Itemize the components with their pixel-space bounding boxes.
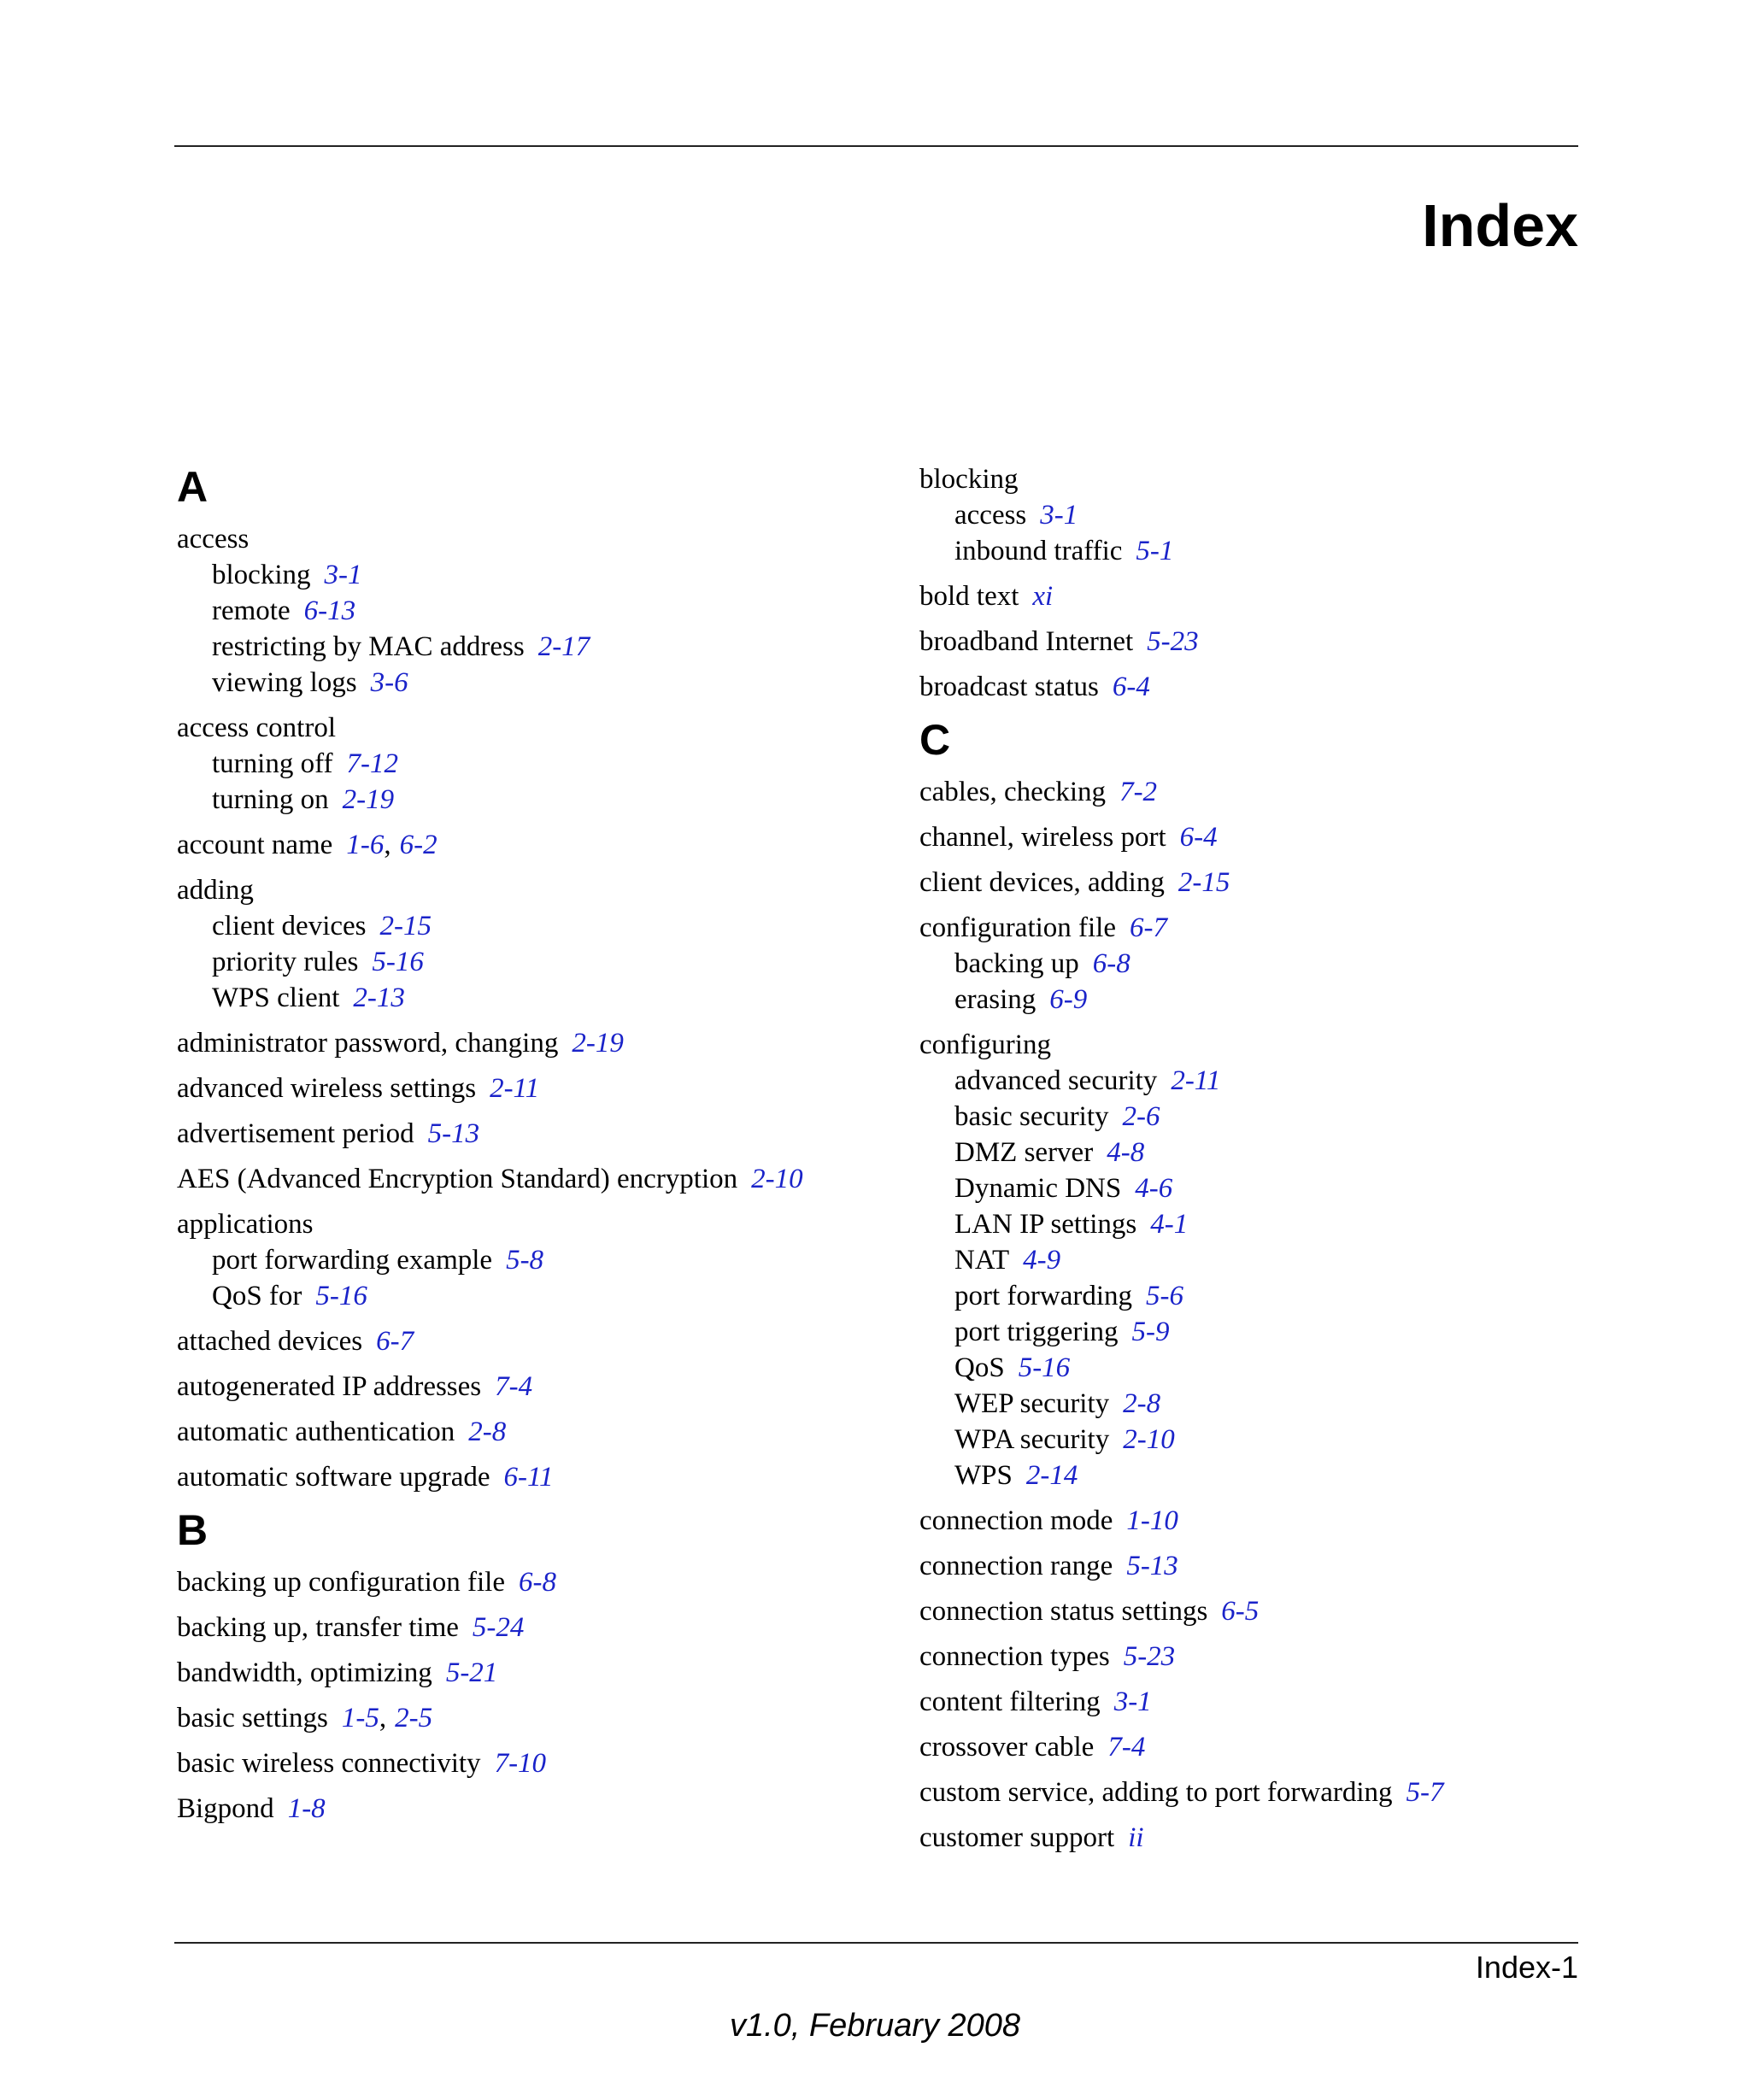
- index-entry-line: [177, 1564, 895, 1600]
- index-term: connection status settings: [919, 1596, 1208, 1627]
- index-entry-line: [919, 819, 1586, 855]
- index-subentry: [177, 908, 895, 944]
- index-entry: [919, 865, 1586, 900]
- page-ref-link[interactable]: 7-12: [346, 748, 398, 779]
- page-ref-link[interactable]: 3-1: [324, 560, 362, 590]
- index-subentry: [919, 1386, 1586, 1422]
- index-term: blocking: [212, 560, 311, 590]
- index-entry: [177, 1564, 895, 1600]
- index-subentry: [919, 1206, 1586, 1242]
- index-entry: [177, 1369, 895, 1405]
- index-subentry: [919, 1458, 1586, 1493]
- index-entry-line: [177, 827, 895, 863]
- index-entry-line: [919, 1548, 1586, 1584]
- index-entry-line: [177, 1206, 895, 1242]
- index-entry-line: [919, 1503, 1586, 1539]
- index-entry-line: [177, 1610, 895, 1645]
- index-term: applications: [177, 1209, 314, 1240]
- page-ref-link[interactable]: 5-23: [1147, 626, 1199, 657]
- index-term: Dynamic DNS: [954, 1173, 1122, 1204]
- index-term: automatic authentication: [177, 1417, 455, 1447]
- page-ref-link[interactable]: 5-1: [1136, 536, 1174, 566]
- index-subentry: [919, 1314, 1586, 1350]
- page-ref-link[interactable]: 2-5: [395, 1703, 433, 1733]
- index-entry-line: [177, 1791, 895, 1827]
- index-entry: [919, 578, 1586, 614]
- page-ref-link[interactable]: 6-7: [376, 1326, 414, 1357]
- index-term: autogenerated IP addresses: [177, 1371, 482, 1402]
- index-term: cables, checking: [919, 777, 1107, 807]
- index-entry-line: [919, 1027, 1586, 1063]
- index-subentry: [919, 982, 1586, 1018]
- page-ref-link[interactable]: 2-8: [1123, 1388, 1161, 1419]
- index-term: Bigpond: [177, 1793, 274, 1824]
- page-ref-link[interactable]: 6-4: [1179, 822, 1218, 853]
- page-ref-link[interactable]: 6-2: [399, 830, 438, 860]
- index-entry: [919, 910, 1586, 1018]
- page-ref-link[interactable]: 7-4: [1107, 1732, 1146, 1763]
- bottom-rule: [174, 1942, 1578, 1944]
- index-term: priority rules: [212, 947, 359, 977]
- index-subentry: [177, 944, 895, 980]
- page-ref-link[interactable]: 6-13: [303, 595, 356, 626]
- page-ref-link[interactable]: 5-6: [1146, 1281, 1184, 1311]
- index-term: bold text: [919, 581, 1019, 612]
- index-term: client devices, adding: [919, 867, 1165, 898]
- index-entry-line: [177, 1025, 895, 1061]
- index-term: account name: [177, 830, 333, 860]
- index-entry-line: [177, 521, 895, 557]
- index-entry-line: [177, 1116, 895, 1152]
- index-subentry: [177, 1242, 895, 1278]
- section-letter: A: [177, 463, 208, 511]
- page-ref-link[interactable]: 5-23: [1123, 1641, 1176, 1672]
- page-ref-link[interactable]: 5-16: [315, 1281, 367, 1311]
- page-ref-link[interactable]: 5-24: [472, 1612, 525, 1643]
- index-term: remote: [212, 595, 291, 626]
- index-term: turning off: [212, 748, 333, 779]
- ref-comma: ,: [379, 1703, 387, 1733]
- page-ref-link[interactable]: 2-17: [537, 631, 590, 662]
- index-entry: [177, 1791, 895, 1827]
- index-term: custom service, adding to port forwarding: [919, 1777, 1393, 1808]
- index-entry: [919, 1639, 1586, 1675]
- page-ref-link[interactable]: 5-16: [372, 947, 424, 977]
- page-ref-link[interactable]: 1-5: [341, 1703, 379, 1733]
- page-ref-link[interactable]: 2-10: [1123, 1424, 1175, 1455]
- index-subentry: [919, 1063, 1586, 1099]
- index-term: viewing logs: [212, 667, 357, 698]
- index-subentry: [177, 629, 895, 665]
- page-ref-link[interactable]: 1-6: [346, 830, 385, 860]
- index-entry: [919, 669, 1586, 705]
- index-term: broadcast status: [919, 672, 1099, 702]
- index-term: connection types: [919, 1641, 1110, 1672]
- footer-version: v1.0, February 2008: [729, 2008, 1021, 2044]
- index-term: bandwidth, optimizing: [177, 1657, 432, 1688]
- index-entry-line: [919, 624, 1586, 660]
- index-entry: [177, 710, 895, 818]
- index-entry: [177, 1071, 895, 1106]
- page-ref-link[interactable]: ii: [1128, 1822, 1144, 1853]
- page-ref-link[interactable]: 5-21: [445, 1657, 498, 1688]
- index-entry: [177, 1206, 895, 1314]
- index-term: connection mode: [919, 1505, 1113, 1536]
- index-term: advanced wireless settings: [177, 1073, 477, 1104]
- index-term: WPS: [954, 1460, 1013, 1491]
- index-entry-line: [177, 1369, 895, 1405]
- index-entry: [177, 1655, 895, 1691]
- index-entry: [919, 1684, 1586, 1720]
- index-subentry: [919, 497, 1586, 533]
- index-entry-line: [919, 578, 1586, 614]
- page-ref-link[interactable]: 4-9: [1023, 1245, 1061, 1276]
- index-entry-line: [919, 865, 1586, 900]
- index-subentry: [919, 1278, 1586, 1314]
- index-entry: [177, 1745, 895, 1781]
- index-term: AES (Advanced Encryption Standard) encryption: [177, 1164, 738, 1194]
- page-ref-link[interactable]: 6-11: [503, 1462, 554, 1493]
- index-term: basic wireless connectivity: [177, 1748, 481, 1779]
- index-entry: [919, 1729, 1586, 1765]
- index-entry-line: [919, 910, 1586, 946]
- index-subentry: [177, 1278, 895, 1314]
- index-term: WEP security: [954, 1388, 1110, 1419]
- index-term: attached devices: [177, 1326, 363, 1357]
- index-entry-line: [919, 1729, 1586, 1765]
- page-ref-link[interactable]: 3-6: [370, 667, 408, 698]
- index-term: configuration file: [919, 912, 1117, 943]
- page-ref-link[interactable]: 4-6: [1135, 1173, 1173, 1204]
- index-entry: [177, 1025, 895, 1061]
- page-ref-link[interactable]: 2-10: [751, 1164, 803, 1194]
- index-term: restricting by MAC address: [212, 631, 525, 662]
- index-term: WPS client: [212, 983, 340, 1013]
- index-term: access: [177, 524, 250, 554]
- index-subentry: [919, 946, 1586, 982]
- index-entry: [919, 1774, 1586, 1810]
- index-entry-line: [177, 872, 895, 908]
- page-ref-link[interactable]: 6-8: [518, 1567, 556, 1598]
- index-entry: [177, 827, 895, 863]
- index-entry: [919, 1503, 1586, 1539]
- page-ref-link[interactable]: 2-6: [1122, 1101, 1160, 1132]
- index-term: port triggering: [954, 1317, 1119, 1347]
- index-entry-line: [919, 1684, 1586, 1720]
- index-term: configuring: [919, 1029, 1051, 1060]
- index-term: DMZ server: [954, 1137, 1094, 1168]
- index-entry-line: [177, 1745, 895, 1781]
- index-entry-line: [919, 1820, 1586, 1856]
- index-subentry: [919, 1170, 1586, 1206]
- index-entry: [177, 872, 895, 1016]
- index-term: backing up configuration file: [177, 1567, 505, 1598]
- index-term: basic settings: [177, 1703, 328, 1733]
- index-term: blocking: [919, 464, 1019, 495]
- page-title: Index: [1422, 192, 1578, 259]
- index-column-left: [177, 461, 895, 1836]
- page-ref-link[interactable]: 2-13: [353, 983, 405, 1013]
- index-entry: [177, 1161, 895, 1197]
- index-term: port forwarding: [954, 1281, 1133, 1311]
- index-entry-line: [177, 1700, 895, 1736]
- index-subentry: [177, 665, 895, 701]
- index-term: basic security: [954, 1101, 1109, 1132]
- index-entry: [177, 1700, 895, 1736]
- page-ref-link[interactable]: 5-16: [1018, 1352, 1071, 1383]
- page-ref-link[interactable]: 2-19: [342, 784, 395, 815]
- page-ref-link[interactable]: 7-4: [495, 1371, 533, 1402]
- index-subentry: [919, 1422, 1586, 1458]
- page-ref-link[interactable]: 2-11: [1171, 1065, 1221, 1096]
- index-term: adding: [177, 875, 254, 906]
- index-term: QoS: [954, 1352, 1005, 1383]
- index-subentry: [177, 557, 895, 593]
- index-term: access control: [177, 713, 336, 743]
- index-term: client devices: [212, 911, 367, 941]
- index-term: QoS for: [212, 1281, 302, 1311]
- index-term: inbound traffic: [954, 536, 1123, 566]
- index-entry-line: [177, 1323, 895, 1359]
- index-entry: [177, 1459, 895, 1495]
- page-ref-link[interactable]: xi: [1032, 581, 1054, 612]
- index-entry-line: [177, 1655, 895, 1691]
- index-column-right: [919, 461, 1586, 1865]
- index-subentry: [177, 980, 895, 1016]
- index-term: access: [954, 500, 1027, 531]
- index-entry: [919, 1027, 1586, 1493]
- page-ref-link[interactable]: 6-8: [1092, 948, 1130, 979]
- index-term: automatic software upgrade: [177, 1462, 490, 1493]
- page-ref-link[interactable]: 2-14: [1025, 1460, 1078, 1491]
- index-subentry: [919, 1135, 1586, 1170]
- index-term: backing up, transfer time: [177, 1612, 459, 1643]
- index-term: WPA security: [954, 1424, 1110, 1455]
- page-ref-link[interactable]: 4-8: [1107, 1137, 1145, 1168]
- ref-comma: ,: [384, 830, 391, 860]
- index-entry: [919, 461, 1586, 569]
- index-subentry: [177, 746, 895, 782]
- top-rule: [174, 145, 1578, 147]
- page-ref-link[interactable]: 1-10: [1126, 1505, 1178, 1536]
- index-term: turning on: [212, 784, 329, 815]
- page-ref-link[interactable]: 2-11: [490, 1073, 540, 1104]
- index-entry: [919, 1548, 1586, 1584]
- page-ref-link[interactable]: 4-1: [1150, 1209, 1189, 1240]
- index-term: backing up: [954, 948, 1079, 979]
- index-subentry: [919, 1350, 1586, 1386]
- page-ref-link[interactable]: 6-7: [1130, 912, 1168, 943]
- index-entry: [177, 1414, 895, 1450]
- index-term: crossover cable: [919, 1732, 1095, 1763]
- index-term: NAT: [954, 1245, 1010, 1276]
- page-ref-link[interactable]: 2-15: [1177, 867, 1230, 898]
- page-ref-link[interactable]: 3-1: [1040, 500, 1078, 531]
- index-entry: [919, 819, 1586, 855]
- index-subentry: [177, 593, 895, 629]
- index-term: LAN IP settings: [954, 1209, 1137, 1240]
- index-term: advanced security: [954, 1065, 1158, 1096]
- page-ref-link[interactable]: 7-2: [1119, 777, 1158, 807]
- index-subentry: [919, 533, 1586, 569]
- index-entry-line: [919, 669, 1586, 705]
- page-ref-link[interactable]: 1-8: [287, 1793, 326, 1824]
- index-term: connection range: [919, 1551, 1113, 1581]
- page-ref-link[interactable]: 7-10: [494, 1748, 547, 1779]
- index-term: erasing: [954, 984, 1036, 1015]
- index-entry-line: [177, 1161, 895, 1197]
- index-entry: [177, 521, 895, 701]
- index-term: advertisement period: [177, 1118, 414, 1149]
- index-term: content filtering: [919, 1686, 1101, 1717]
- page-ref-link[interactable]: 5-8: [506, 1245, 544, 1276]
- index-term: customer support: [919, 1822, 1115, 1853]
- index-subentry: [919, 1242, 1586, 1278]
- index-term: broadband Internet: [919, 626, 1134, 657]
- index-entry-line: [177, 710, 895, 746]
- page-ref-link[interactable]: 5-13: [1126, 1551, 1178, 1581]
- page-ref-link[interactable]: 2-15: [379, 911, 432, 941]
- index-entry-line: [177, 1414, 895, 1450]
- page-ref-link[interactable]: 5-7: [1406, 1777, 1444, 1808]
- index-term: administrator password, changing: [177, 1028, 559, 1059]
- index-entry-line: [177, 1459, 895, 1495]
- page-ref-link[interactable]: 6-9: [1049, 984, 1088, 1015]
- index-entry: [919, 1593, 1586, 1629]
- page-ref-link[interactable]: 6-4: [1112, 672, 1150, 702]
- page-ref-link[interactable]: 6-5: [1221, 1596, 1260, 1627]
- index-entry: [177, 1610, 895, 1645]
- index-subentry: [177, 782, 895, 818]
- index-entry-line: [919, 1639, 1586, 1675]
- section-letter: C: [919, 716, 951, 764]
- index-entry-line: [919, 774, 1586, 810]
- page-ref-link[interactable]: 3-1: [1113, 1686, 1152, 1717]
- index-subentry: [919, 1099, 1586, 1135]
- index-entry: [919, 774, 1586, 810]
- index-entry-line: [919, 1774, 1586, 1810]
- section-letter: B: [177, 1506, 208, 1554]
- index-entry: [919, 624, 1586, 660]
- index-entry-line: [177, 1071, 895, 1106]
- page-ref-link[interactable]: 5-13: [427, 1118, 480, 1149]
- index-entry: [919, 1820, 1586, 1856]
- index-term: port forwarding example: [212, 1245, 493, 1276]
- page-ref-link[interactable]: 2-19: [572, 1028, 624, 1059]
- page-ref-link[interactable]: 5-9: [1131, 1317, 1170, 1347]
- index-term: channel, wireless port: [919, 822, 1166, 853]
- page-number: Index-1: [1475, 1950, 1578, 1985]
- page-ref-link[interactable]: 2-8: [468, 1417, 507, 1447]
- index-entry: [177, 1116, 895, 1152]
- index-entry: [177, 1323, 895, 1359]
- index-entry-line: [919, 1593, 1586, 1629]
- index-entry-line: [919, 461, 1586, 497]
